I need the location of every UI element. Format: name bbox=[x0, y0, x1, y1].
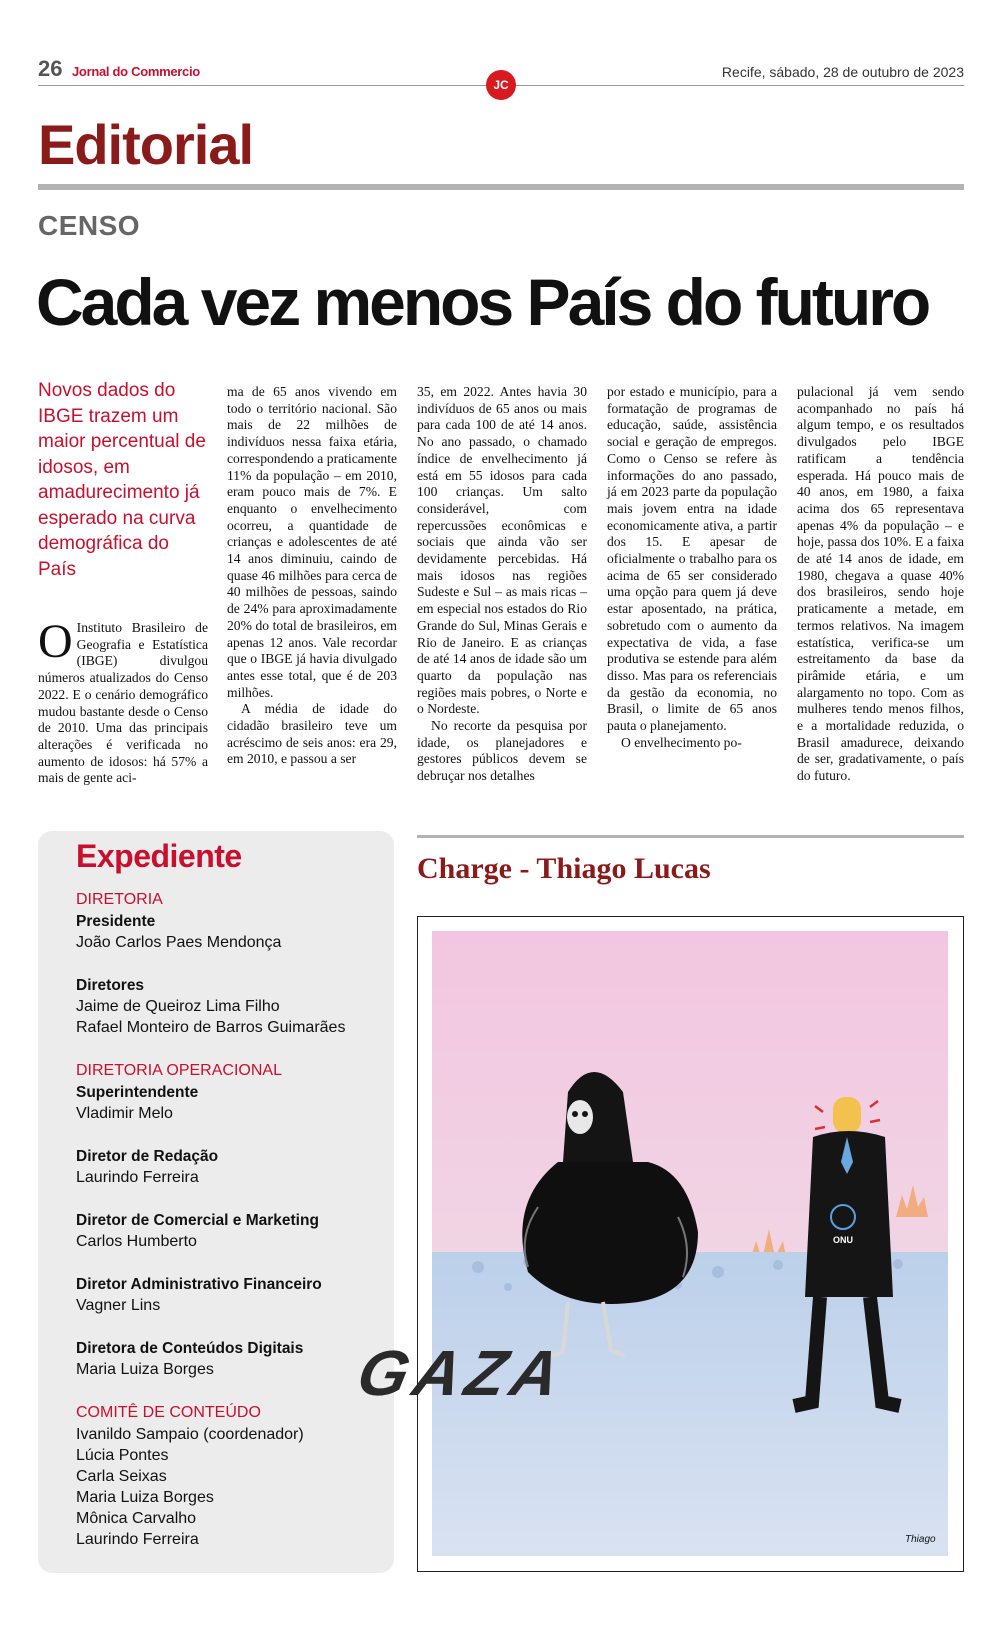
section-title: Editorial bbox=[38, 113, 254, 176]
article-column-1 bbox=[38, 615, 208, 787]
column-paragraph: Instituto Brasileiro de Geografia e Estatística (IBGE) divulgou números atualizados do Censo 2022. E o cenário demográfico mudou bastante desde o Censo de 2010. Uma das principais alterações é verificada no aumento de idosos: há 57% a mais de gente aci- bbox=[38, 620, 208, 786]
expediente-role: Diretora de Conteúdos Digitais bbox=[76, 1340, 304, 1357]
expediente-name: João Carlos Paes Mendonça bbox=[76, 934, 282, 951]
dateline: Recife, sábado, 28 de outubro de 2023 bbox=[721, 64, 964, 80]
article-column-5 bbox=[797, 384, 964, 785]
column-paragraph: ma de 65 anos vivendo em todo o território nacional. São mais de 22 milhões de indivíduos nessa faixa etária, correspondendo a praticamente 11% da população – em 2010, eram pouco mais de 7%. E enquanto o envelhecimento ocorreu, a quantidade de crianças e adolescentes de até 14 anos diminuiu, caindo de quase 46 milhões para cerca de 40 milhões de pessoas, saindo de 24% para aproximadamente 20% do total de brasileiros, em apenas 12 anos. Vale recordar que o IBGE já havia divulgado antes esse total, que é de 203 milhões. bbox=[227, 384, 397, 700]
page-number: 26 bbox=[38, 56, 63, 81]
expediente-name: Vagner Lins bbox=[76, 1297, 161, 1314]
column-paragraph: 35, em 2022. Antes havia 30 indivíduos de 65 anos ou mais para cada 100 de até 14 anos. No ano passado, o chamado índice de envelhecimento já está em 55 idosos para cada 100 crianças. Um salto considerável, com repercussões econômicas e sociais que ainda vão ser devidamente percebidas. Há mais idosos nas regiões Sudeste e Sul – as mais ricas – em especial nos estados do Rio Grande do Sul, Minas Gerais e Rio de Janeiro. E as crianças de até 14 anos de idade são um quarto da população nas regiões mais pobres, o Norte e o Nordeste. bbox=[417, 384, 587, 717]
cartoon-svg bbox=[351, 917, 962, 1570]
cartoon-illustration bbox=[351, 916, 964, 1572]
expediente-role: Diretores bbox=[76, 977, 145, 994]
charge-title: Charge - Thiago Lucas bbox=[417, 852, 711, 885]
expediente-section-heading: DIRETORIA OPERACIONAL bbox=[76, 1062, 282, 1079]
expediente-name: Jaime de Queiroz Lima Filho bbox=[76, 998, 280, 1015]
expediente-section-heading: DIRETORIA bbox=[76, 891, 163, 908]
expediente-name: Mônica Carvalho bbox=[76, 1510, 197, 1527]
expediente-name: Vladimir Melo bbox=[76, 1105, 173, 1122]
column-paragraph: O envelhecimento po- bbox=[621, 734, 742, 750]
expediente-section-heading: COMITÊ DE CONTEÚDO bbox=[76, 1404, 261, 1421]
jc-logo: JC bbox=[486, 70, 516, 100]
expediente-role: Superintendente bbox=[76, 1084, 199, 1101]
gaza-word: GAZA bbox=[351, 1336, 573, 1409]
expediente-role: Diretor de Comercial e Marketing bbox=[76, 1212, 319, 1229]
section-rule bbox=[38, 184, 964, 190]
expediente-role: Diretor de Redação bbox=[76, 1148, 219, 1165]
article-kicker: CENSO bbox=[38, 210, 141, 241]
column-paragraph: pulacional já vem sendo acompanhado no país há algum tempo, e os resultados divulgados pelo IBGE ratificam a tendência esperada. Há pouco mais de 40 anos, em 1980, a faixa acima dos 65 representava apenas 4% da população – e hoje, passa dos 10%. E a faixa de até 14 anos de idade, em 1980, chegava a quase 40% dos brasileiros, sendo hoje praticamente a metade, em termos relativos. Na imagem estatística, verifica-se um estreitamento da base da pirâmide etária, e um alargamento no topo. Com as mulheres tendo menos filhos, e a mortalidade reduzida, o Brasil amadurece, deixando de ser, gradativamente, o país do futuro. bbox=[797, 384, 964, 784]
expediente-name: Carlos Humberto bbox=[76, 1233, 197, 1250]
expediente-role: Presidente bbox=[76, 913, 156, 930]
article-deck: Novos dados do IBGE trazem um maior percentual de idosos, em amadurecimento já esperado na curva demográfica do País bbox=[38, 380, 206, 580]
expediente-role: Diretor Administrativo Financeiro bbox=[76, 1276, 322, 1293]
column-paragraph: No recorte da pesquisa por idade, os planejadores e gestores públicos devem se debruçar nos detalhes bbox=[417, 718, 587, 784]
column-paragraph: por estado e município, para a formatação de programas de educação, saúde, assistência social e geração de empregos. Como o Censo se refere às informações do ano passado, já em 2023 parte da população mais jovem entra na idade economicamente ativa, a partir dos 15. E apesar de oficialmente o trabalho para os acima de 65 ser considerado uma opção para quem já deve estar aposentado, na prática, sobretudo com o aumento da expectativa de vida, a fase produtiva se estende para além disso. Mas para os referenciais da gestão da economia, no Brasil, o limite de 65 anos pauta o planejamento. bbox=[607, 384, 777, 734]
un-badge: ONU bbox=[833, 1235, 853, 1245]
expediente-name: Laurindo Ferreira bbox=[76, 1531, 199, 1548]
expediente-title: Expediente bbox=[76, 838, 242, 874]
expediente-name: Ivanildo Sampaio (coordenador) bbox=[76, 1426, 304, 1443]
article-column-3 bbox=[417, 384, 587, 785]
dropcap: O bbox=[38, 615, 73, 668]
expediente-name: Lúcia Pontes bbox=[76, 1447, 169, 1464]
article-headline: Cada vez menos País do futuro bbox=[36, 265, 929, 339]
charge-rule bbox=[417, 835, 964, 838]
newspaper-brand: Jornal do Commercio bbox=[72, 64, 200, 79]
expediente-name: Rafael Monteiro de Barros Guimarães bbox=[76, 1019, 346, 1036]
column-paragraph: A média de idade do cidadão brasileiro teve um acréscimo de seis anos: era 29, em 2010, e passou a ser bbox=[227, 701, 397, 767]
expediente-name: Laurindo Ferreira bbox=[76, 1169, 199, 1186]
expediente-name: Maria Luiza Borges bbox=[76, 1361, 214, 1378]
cartoonist-signature: Thiago bbox=[905, 1534, 936, 1545]
article-column-2 bbox=[227, 384, 397, 768]
expediente-name: Maria Luiza Borges bbox=[76, 1489, 214, 1506]
article-column-4 bbox=[607, 384, 777, 751]
expediente-name: Carla Seixas bbox=[76, 1468, 167, 1485]
